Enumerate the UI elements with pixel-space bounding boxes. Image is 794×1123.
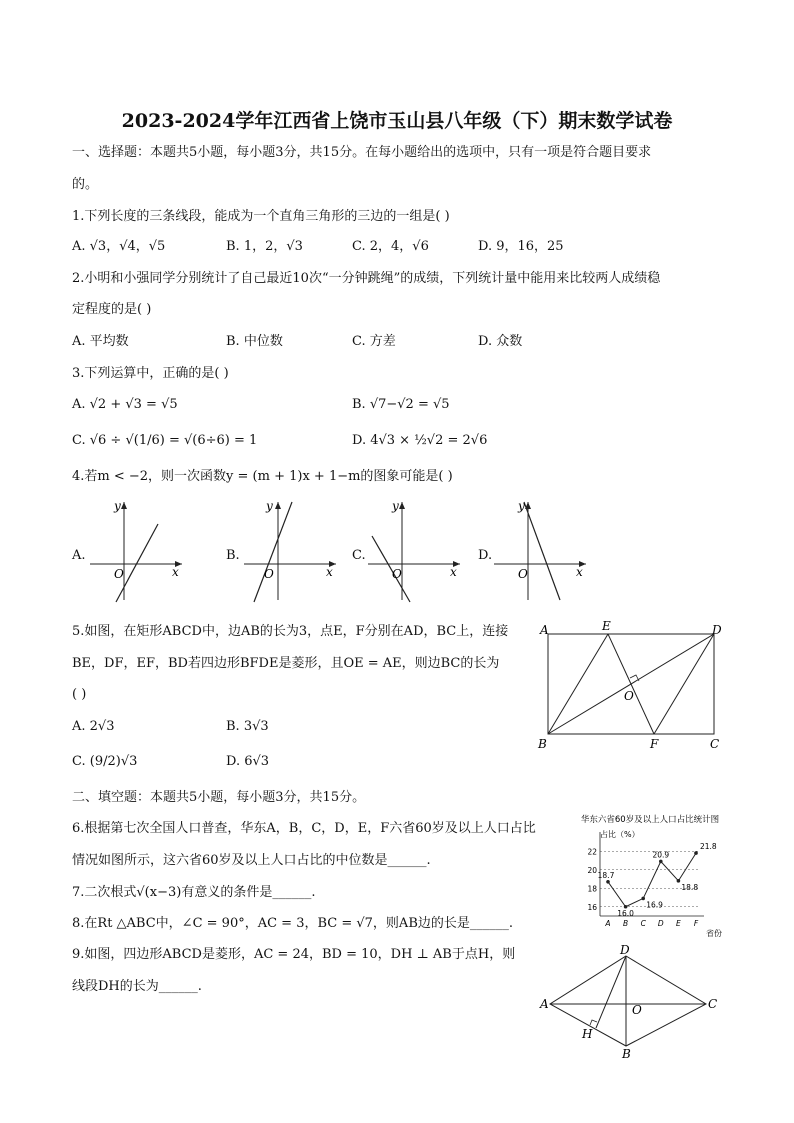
q4-option-a-label: A. — [72, 548, 86, 563]
origin-label: O — [518, 567, 528, 581]
q2-stem-line2: 定程度的是( ) — [72, 302, 152, 317]
chart-data-label: 16.9 — [646, 900, 663, 910]
q1-stem: 1.下列长度的三条线段，能成为一个直角三角形的三边的一组是( ) — [72, 209, 450, 224]
q3-option-a: A. √2 + √3 = √5 — [72, 397, 178, 412]
q2-option-a: A. 平均数 — [72, 334, 129, 349]
q3-stem: 3.下列运算中，正确的是( ) — [72, 366, 229, 381]
q3-option-c: C. √6 ÷ √(1/6) = √(6÷6) = 1 — [72, 433, 258, 448]
q6-stem-line1: 6.根据第七次全国人口普查，华东A，B，C，D，E，F六省60岁及以上人口占比 — [72, 821, 536, 836]
segment-dh — [596, 956, 626, 1028]
function-line — [524, 502, 560, 600]
chart-point — [694, 851, 698, 855]
label-h: H — [582, 1027, 593, 1041]
label-c: C — [710, 737, 720, 751]
chart-xtick-label: C — [640, 919, 646, 928]
label-b: B — [538, 737, 547, 751]
q5-option-d: D. 6√3 — [226, 754, 270, 769]
chart-xtick-label: E — [676, 919, 681, 928]
label-f: F — [650, 737, 659, 751]
y-axis-arrow — [275, 502, 281, 509]
y-axis-label: y — [114, 499, 121, 513]
y-axis-label: y — [392, 499, 399, 513]
q4-stem: 4.若m < −2，则一次函数y = (m + 1)x + 1−m的图象可能是( ) — [72, 469, 453, 484]
q4-graph-a — [86, 496, 186, 606]
label-e: E — [602, 620, 611, 633]
label-a: A — [540, 623, 549, 637]
chart-data-label: 20.9 — [652, 850, 670, 860]
q5-option-c: C. (9/2)√3 — [72, 754, 138, 769]
q9-stem-line1: 9.如图，四边形ABCD是菱形，AC = 24，BD = 10，DH ⊥ AB于点H，则 — [72, 947, 516, 962]
right-angle-mark — [590, 1020, 597, 1025]
x-axis-label: x — [576, 565, 583, 579]
chart-data-label: 16.0 — [617, 908, 634, 918]
section1-header-line2: 的。 — [72, 177, 99, 192]
chart-xtick-label: A — [605, 919, 611, 928]
q5-option-b: B. 3√3 — [226, 719, 269, 734]
q6-stem-line2: 情况如图所示，这六省60岁及以上人口占比的中位数是______. — [72, 853, 431, 868]
q2-option-d: D. 众数 — [478, 334, 523, 349]
function-line — [116, 524, 158, 602]
q5-rectangle-figure — [536, 620, 732, 756]
q4-option-c-label: C. — [352, 548, 366, 563]
segment-fd — [654, 634, 714, 734]
function-line — [372, 536, 410, 602]
q4-option-b-label: B. — [226, 548, 240, 563]
chart-xtick-label: D — [657, 919, 664, 928]
x-axis-label: x — [172, 565, 179, 579]
label-d: D — [712, 623, 722, 637]
chart-ytick-label: 18 — [587, 884, 597, 894]
q3-option-d: D. 4√3 × ½√2 = 2√6 — [352, 433, 488, 448]
q9-rhombus-figure — [536, 942, 736, 1060]
label-d: D — [620, 943, 630, 957]
q1-option-d: D. 9，16，25 — [478, 239, 564, 254]
section1-header-line1: 一、选择题：本题共5小题，每小题3分，共15分。在每小题给出的选项中，只有一项是符合题目要求 — [72, 145, 652, 160]
q5-stem-line1: 5.如图，在矩形ABCD中，边AB的长为3，点E，F分别在AD，BC上，连接 — [72, 624, 509, 639]
chart-xlabel: 省份 — [706, 929, 722, 938]
chart-point — [606, 880, 610, 884]
q5-stem-line2: BE，DF，EF，BD若四边形BFDE是菱形，且OE = AE，则边BC的长为 — [72, 656, 500, 671]
label-b: B — [622, 1047, 631, 1060]
y-axis-label: y — [266, 499, 273, 513]
chart-data-label: 18.8 — [681, 882, 699, 892]
segment-be — [548, 634, 608, 734]
q2-stem-line1: 2.小明和小强同学分别统计了自己最近10次“一分钟跳绳”的成绩，下列统计量中能用来比较两人成绩稳 — [72, 271, 661, 286]
chart-xtick-label: B — [623, 919, 629, 928]
label-a: A — [540, 997, 549, 1011]
origin-label: O — [114, 567, 124, 581]
q6-line-chart — [570, 812, 730, 940]
q3-option-b: B. √7−√2 = √5 — [352, 397, 450, 412]
chart-data-label: 18.7 — [597, 870, 615, 880]
x-axis-label: x — [326, 565, 333, 579]
chart-data-label: 21.8 — [700, 842, 717, 852]
section2-header: 二、填空题：本题共5小题，每小题3分，共15分。 — [72, 790, 366, 805]
chart-series-line — [608, 853, 699, 910]
q5-stem-line3: ( ) — [72, 687, 87, 702]
rhombus-abcd — [550, 956, 706, 1046]
label-o: O — [624, 689, 634, 703]
chart-ytick-label: 20 — [587, 865, 597, 875]
y-axis-arrow — [121, 502, 127, 509]
chart-point — [641, 897, 645, 901]
chart-xtick-label: F — [693, 919, 699, 928]
q2-option-c: C. 方差 — [352, 334, 396, 349]
q1-option-a: A. √3，√4，√5 — [72, 239, 166, 254]
y-axis-arrow — [399, 502, 405, 509]
chart-point — [677, 879, 681, 883]
y-axis-label: y — [518, 499, 525, 513]
q1-option-b: B. 1，2，√3 — [226, 239, 303, 254]
q8-stem: 8.在Rt △ABC中，∠C = 90°，AC = 3，BC = √7，则AB边的长是______. — [72, 916, 514, 931]
q4-graph-b — [240, 496, 340, 606]
function-line — [254, 502, 292, 602]
q4-graph-d — [490, 496, 590, 606]
chart-ytick-label: 16 — [587, 902, 597, 912]
q9-stem-line2: 线段DH的长为______. — [72, 979, 202, 994]
label-o: O — [632, 1003, 642, 1017]
chart-point — [659, 860, 663, 864]
segment-ef — [608, 634, 654, 734]
chart-title: 华东六省60岁及以上人口占比统计图 — [580, 815, 720, 825]
chart-ylabel: 占比（%） — [600, 830, 640, 839]
q5-option-a: A. 2√3 — [72, 719, 115, 734]
q4-graph-c — [364, 496, 464, 606]
q4-option-d-label: D. — [478, 548, 493, 563]
origin-label: O — [264, 567, 274, 581]
q1-option-c: C. 2，4，√6 — [352, 239, 429, 254]
x-axis-label: x — [450, 565, 457, 579]
label-c: C — [708, 997, 718, 1011]
page-title: 2023-2024学年江西省上饶市玉山县八年级（下）期末数学试卷 — [121, 110, 673, 132]
q2-option-b: B. 中位数 — [226, 334, 283, 349]
origin-label: O — [392, 567, 402, 581]
chart-ytick-label: 22 — [587, 847, 597, 857]
q7-stem: 7.二次根式√(x−3)有意义的条件是______. — [72, 885, 316, 900]
